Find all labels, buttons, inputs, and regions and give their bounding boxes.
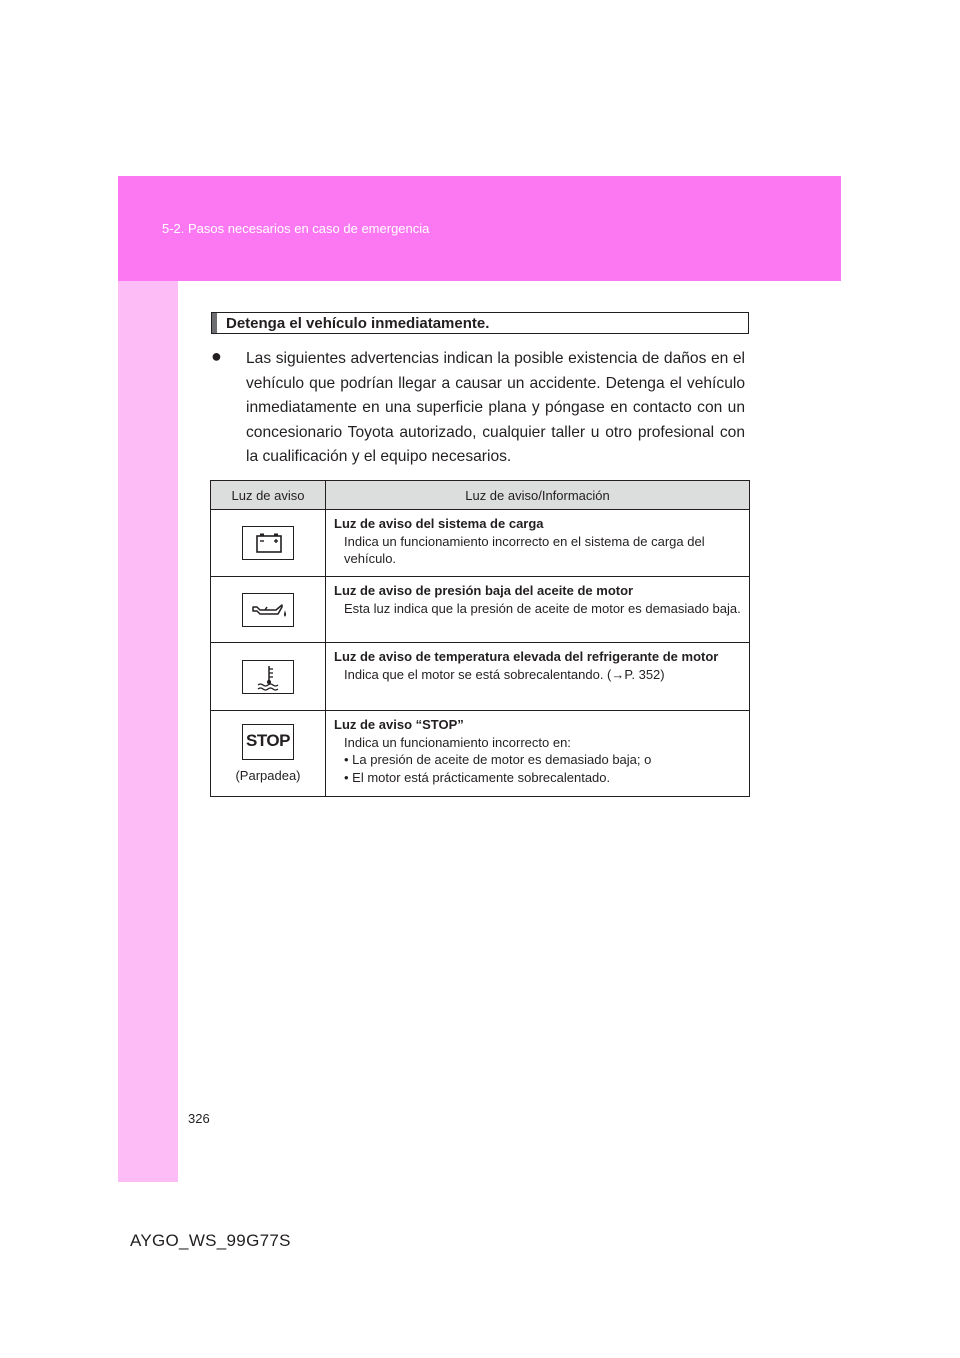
table-row [211, 510, 750, 577]
table-header-row [211, 481, 750, 510]
bullet-icon: ● [211, 346, 222, 366]
info-cell [326, 643, 750, 711]
row-title: Luz de aviso “STOP” [334, 717, 464, 732]
intro-paragraph: Las siguientes advertencias indican la posible existencia de daños en el vehículo que podrían llegar a causar un accidente. Detenga el vehículo inmediatamente en una superficie plana y póngase en contacto con un concesionario Toyota autorizado, cualquier taller u otro profesional con la cualificación y el equipo necesarios. [246, 350, 745, 465]
icon-cell [211, 643, 326, 711]
oil-pressure-icon [242, 593, 294, 627]
warning-lights-table [210, 480, 750, 797]
row-description: Esta luz indica que la presión de aceite de motor es demasiado baja. [344, 600, 741, 616]
icon-caption: (Parpadea) [235, 768, 301, 783]
row-title: Luz de aviso de temperatura elevada del refrigerante de motor [334, 649, 719, 664]
section-title-bar [212, 313, 217, 333]
row-bullet: • La presión de aceite de motor es demasiado baja; o [344, 752, 652, 767]
icon-cell [211, 510, 326, 577]
info-cell [326, 577, 750, 643]
table-row [211, 577, 750, 643]
table-row [211, 711, 750, 797]
info-cell [326, 711, 750, 797]
row-description: Indica que el motor se está sobrecalentando. (→P. 352) [344, 666, 665, 682]
coolant-temperature-icon [242, 660, 294, 694]
info-cell [326, 510, 750, 577]
icon-cell [211, 577, 326, 643]
column-header-info: Luz de aviso/Información [326, 481, 750, 510]
row-description: Indica un funcionamiento incorrecto en: [344, 734, 571, 750]
row-description: Indica un funcionamiento incorrecto en el sistema de carga del vehículo. [344, 533, 705, 566]
row-title: Luz de aviso de presión baja del aceite de motor [334, 583, 634, 598]
battery-charge-icon [242, 526, 294, 560]
stop-icon [242, 724, 294, 760]
row-bullet: • El motor está prácticamente sobrecalentado. [344, 769, 611, 785]
section-header: 5-2. Pasos necesarios en caso de emergencia [162, 221, 430, 236]
section-title-box [211, 312, 749, 334]
stop-icon-text: STOP [246, 731, 290, 750]
side-strip [118, 176, 178, 1182]
icon-cell [211, 711, 326, 797]
table-row [211, 643, 750, 711]
row-title: Luz de aviso del sistema de carga [334, 516, 544, 531]
document-code: AYGO_WS_99G77S [130, 1231, 291, 1250]
column-header-light: Luz de aviso [211, 481, 326, 510]
page-number: 326 [188, 1111, 210, 1126]
section-title: Detenga el vehículo inmediatamente. [226, 315, 490, 332]
